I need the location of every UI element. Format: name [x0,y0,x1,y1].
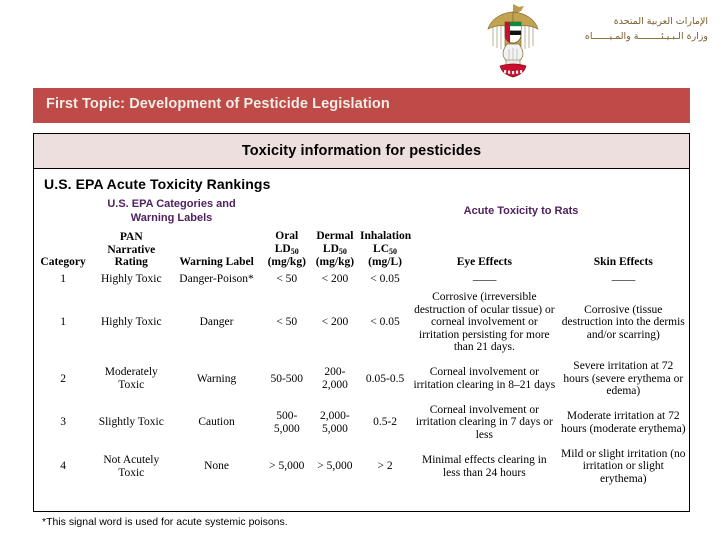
cell-dermal-ld50: > 5,000 [317,460,353,473]
table-row [34,288,689,357]
group-header-epa-line1: U.S. EPA Categories and [107,198,236,210]
cell-warning-label: Danger-Poison* [179,272,254,285]
cell-skin-effects: Mild or slight irritation (no irritation or slight erythema) [560,447,686,485]
cell-skin-effects: Moderate irritation at 72 hours (moderate erythema) [561,410,686,435]
column-header-warning-label: Warning Label [179,256,254,268]
ministry-line-country: الإمارات العربية المتحدة [613,16,708,27]
dermal-line2 [312,243,358,257]
footnote: *This signal word is used for acute systemic poisons. [42,516,288,528]
cell-category: 1 [60,272,66,285]
column-header-oral-ld50 [263,230,311,270]
cell-warning-label: Danger [199,316,234,329]
column-header-inhalation-lc50 [359,230,411,270]
cell-inhalation-lc50: 0.05-0.5 [365,372,405,385]
slide-header [0,0,720,84]
toxicity-band [34,134,689,169]
page-title: First Topic: Development of Pesticide Legislation [46,96,390,112]
toxicity-content-box [33,133,690,512]
column-header-skin-effects: Skin Effects [593,256,653,268]
cell-dermal-ld50: 200-2,000 [321,366,348,391]
inhalation-subscript: 50 [389,247,398,256]
cell-skin-effects: —— [611,271,635,286]
cell-oral-ld50: 50-500 [270,372,304,385]
cell-inhalation-lc50: 0.5-2 [373,416,398,429]
cell-category: 3 [60,416,66,429]
cell-category: 4 [60,460,66,473]
pan-line1: PAN [119,231,143,243]
inhalation-units: (mg/L) [368,256,402,268]
table-row [34,445,689,489]
cell-eye-effects: Corneal involvement or irritation clearing in 7 days or less [415,403,553,442]
group-header-row [34,196,689,230]
column-header-dermal-ld50 [311,230,359,270]
table-header [34,230,689,270]
rankings-heading: U.S. EPA Acute Toxicity Rankings [44,176,271,192]
cell-oral-ld50: > 5,000 [269,460,305,473]
cell-pan-rating: Highly Toxic [100,272,162,285]
cell-skin-effects: Corrosive (tissue destruction into the dermis and/or scarring) [561,303,685,341]
cell-warning-label: None [204,460,229,473]
cell-dermal-ld50: < 200 [321,316,349,329]
inhalation-lc-text: LC [373,242,390,255]
column-header-eye-effects: Eye Effects [456,256,512,268]
cell-warning-label: Caution [198,416,235,429]
oral-units: (mg/kg) [267,256,306,268]
cell-inhalation-lc50: < 0.05 [370,272,400,285]
cell-pan-rating: Highly Toxic [100,316,162,329]
cell-eye-effects: Corrosive (irreversible destruction of ocular tissue) or corneal involvement or irritation persisting for more than 21 days. [414,291,555,354]
dermal-units: (mg/kg) [315,256,355,268]
toxicity-band-label: Toxicity information for pesticides [241,143,482,159]
column-header-pan-rating [92,230,170,270]
cell-oral-ld50: < 50 [276,272,298,285]
inhalation-line2 [360,243,410,257]
oral-subscript: 50 [290,247,299,256]
cell-eye-effects: Corneal involvement or irritation clearing in 8–21 days [413,366,556,391]
ministry-line-department: وزارة الـبـيـئــــــــة والمـيــــــاه [584,31,708,42]
cell-category: 2 [60,372,66,385]
cell-eye-effects: —— [472,271,496,286]
column-header-category: Category [40,256,86,268]
pan-line3: Rating [114,256,148,268]
group-header-epa [74,198,269,225]
pan-line2: Narrative [107,243,156,256]
cell-eye-effects: Minimal effects clearing in less than 24 hours [422,453,547,479]
cell-dermal-ld50: 2,000-5,000 [320,410,350,435]
cell-inhalation-lc50: > 2 [377,460,393,473]
dermal-ld-text: LD [322,242,339,255]
group-header-epa-line2: Warning Labels [130,211,213,224]
inhalation-line1: Inhalation [359,230,412,242]
cell-pan-rating: Not Acutely Toxic [103,453,160,479]
dermal-subscript: 50 [338,247,347,256]
table-header-row [34,230,689,270]
cell-inhalation-lc50: < 0.05 [370,316,400,329]
cell-category: 1 [60,316,66,329]
topic-title-bar [33,88,690,123]
table-row [34,270,689,289]
cell-oral-ld50: 500-5,000 [273,410,300,435]
table-row [34,357,689,401]
cell-pan-rating: Slightly Toxic [98,416,164,429]
dermal-line1: Dermal [316,230,354,242]
uae-falcon-emblem-icon [487,2,539,80]
cell-skin-effects: Severe irritation at 72 hours (severe erythema or edema) [563,360,684,398]
cell-dermal-ld50: < 200 [321,272,349,285]
table-body [34,270,689,489]
oral-ld-text: LD [274,242,291,255]
ministry-name [548,14,708,44]
oral-line2 [264,243,310,257]
cell-oral-ld50: < 50 [276,316,298,329]
group-header-rats: Acute Toxicity to Rats [463,205,579,217]
table-row [34,401,689,445]
oral-line1: Oral [275,230,299,242]
cell-warning-label: Warning [196,372,237,385]
cell-pan-rating: Moderately Toxic [104,366,158,391]
toxicity-table [34,230,689,488]
